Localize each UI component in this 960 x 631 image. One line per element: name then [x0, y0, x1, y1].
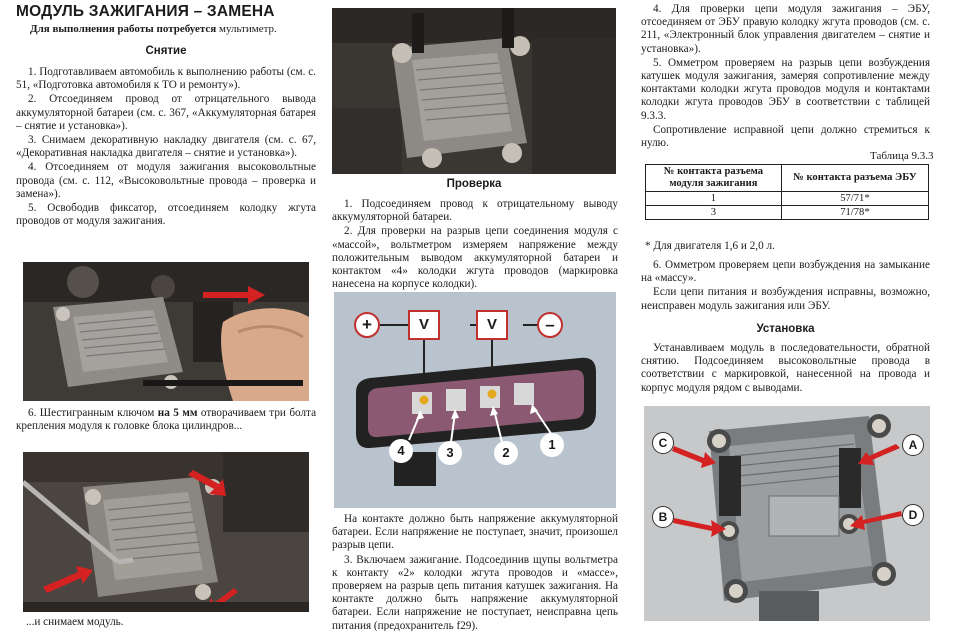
table-cell: 57/71*: [781, 192, 928, 206]
voltmeter-2-label: V: [476, 310, 508, 340]
page-title: МОДУЛЬ ЗАЖИГАНИЯ – ЗАМЕНА: [16, 3, 275, 20]
pin-label-3: 3: [438, 441, 462, 465]
table-header-module: № контакта разъема модуля зажигания: [646, 165, 782, 192]
step6-bold: на 5 мм: [157, 407, 198, 419]
prereq-prefix: Для выполнения работы потребуется: [30, 23, 217, 35]
removal-step-3: 3. Снимаем декоративную накладку двигателя (см. с. 67, «Декоративная накладка двигателя – снятие и установка»).: [16, 134, 316, 160]
removal-step-5: 5. Освободив фиксатор, отсоединяем колодку жгута проводов от модуля зажигания.: [16, 202, 316, 228]
pin-slot-3: [446, 389, 466, 411]
check-steps: [332, 198, 618, 291]
prereq-tool: мультиметр.: [218, 23, 277, 35]
table-footnote: * Для двигателя 1,6 и 2,0 л.: [645, 240, 775, 252]
plus-terminal-icon: +: [354, 312, 380, 338]
check-step-4: 4. Для проверки цепи модуля зажигания – ЭБУ, отсоединяем от ЭБУ правую колодку жгута проводов (см. с. 211, «Электронный блок управления двигателем – снятие и установка»).: [641, 3, 930, 55]
step6-suffix: отворачиваем три болта крепления модуля к головке блока цилиндров...: [16, 407, 317, 433]
photo-module-installed: [332, 8, 616, 174]
removal-heading: Снятие: [145, 45, 187, 57]
removal-steps: [16, 66, 316, 228]
check-tail: [641, 259, 930, 313]
output-label-b: B: [652, 506, 674, 528]
pin-label-4: 4: [389, 439, 413, 463]
check-step-3: 3. Включаем зажигание. Подсоединив щупы вольтметра к контакту «2» колодки жгута проводов и «массе», проверяем на разрыв цепь питания катушек зажигания. На контакте должно быть напряжение аккумуляторной батареи. Если напряжение не поступает, неисправна цепь питания (предохранитель f29).: [332, 553, 618, 631]
step6-prefix: 6. Шестигранным ключом: [28, 407, 155, 419]
resistance-note: Сопротивление исправной цепи должно стремиться к нулю.: [641, 123, 930, 150]
check-after-diagram: На контакте должно быть напряжение аккумуляторной батареи. Если напряжение не поступает, значит, произошел разрыв цепи.: [332, 513, 618, 552]
check-column-3: [641, 3, 930, 150]
removal-step-6: [16, 407, 316, 433]
check-step-1: 1. Подсоединяем провод к отрицательному выводу аккумуляторной батареи.: [332, 198, 618, 224]
table-9-3-3: [645, 164, 929, 220]
minus-terminal-icon: –: [537, 312, 563, 338]
photo-disconnect-connector: [23, 262, 309, 401]
removal-caption-end: ...и снимаем модуль.: [26, 616, 124, 628]
connector-diagram: [334, 292, 616, 508]
pin-label-2: 2: [494, 441, 518, 465]
install-text: Устанавливаем модуль в последовательности, обратной снятию. Подсоединяем высоковольтные провода в соответствии с маркировкой, нанесенной на провода и корпус модуля рядом с выводами.: [641, 342, 930, 394]
check-conclusion: Если цепи питания и возбуждения исправны, возможно, неисправен модуль зажигания или ЭБУ.: [641, 286, 930, 312]
prerequisite-line: [30, 23, 310, 36]
check-heading: Проверка: [446, 178, 502, 190]
install-heading: Установка: [756, 323, 815, 335]
voltmeter-1-label: V: [408, 310, 440, 340]
table-caption: Таблица 9.3.3: [870, 150, 934, 162]
removal-step-4: 4. Отсоединяем от модуля зажигания высоковольтные провода (см. с. 112, «Высоковольтные провода – проверка и замена»).: [16, 161, 316, 200]
table-row: [646, 192, 929, 206]
table-header-ecu: № контакта разъема ЭБУ: [781, 165, 928, 192]
table-cell: 71/78*: [781, 206, 928, 220]
pin-slot-1: [514, 383, 534, 405]
table-cell: 1: [646, 192, 782, 206]
output-label-c: C: [652, 432, 674, 454]
check-step-5: 5. Омметром проверяем на разрыв цепи возбуждения катушек модуля зажигания, замеряя сопротивление между контактами колодки жгута проводов модуля и контактами колодки жгута проводов ЭБУ в соответствии с таблицей 9.3.3.: [641, 56, 930, 122]
check-step-6: 6. Омметром проверяем цепи возбуждения на замыкание на «массу».: [641, 259, 930, 285]
check-step-2: 2. Для проверки на разрыв цепи соединения модуля с «массой», вольтметром измеряем напряжение между положительным выводом аккумуляторной батареи и контактом «4» колодки жгута проводов (маркировка нанесена на корпусе колодки).: [332, 225, 618, 291]
output-label-a: A: [902, 434, 924, 456]
table-row: [646, 206, 929, 220]
check-continued: [332, 513, 618, 631]
pin-label-1: 1: [540, 433, 564, 457]
removal-step-1: 1. Подготавливаем автомобиль к выполнению работы (см. с. 51, «Подготовка автомобиля к ТО и ремонту»).: [16, 66, 316, 92]
photo-remove-module: [23, 452, 309, 612]
removal-step-2: 2. Отсоединяем провод от отрицательного вывода аккумуляторной батареи (см. с. 367, «Аккумуляторная батарея – снятие и установка»).: [16, 93, 316, 132]
hand: [221, 308, 309, 401]
photo-module-outputs: [644, 406, 930, 621]
output-label-d: D: [902, 504, 924, 526]
table-cell: 3: [646, 206, 782, 220]
